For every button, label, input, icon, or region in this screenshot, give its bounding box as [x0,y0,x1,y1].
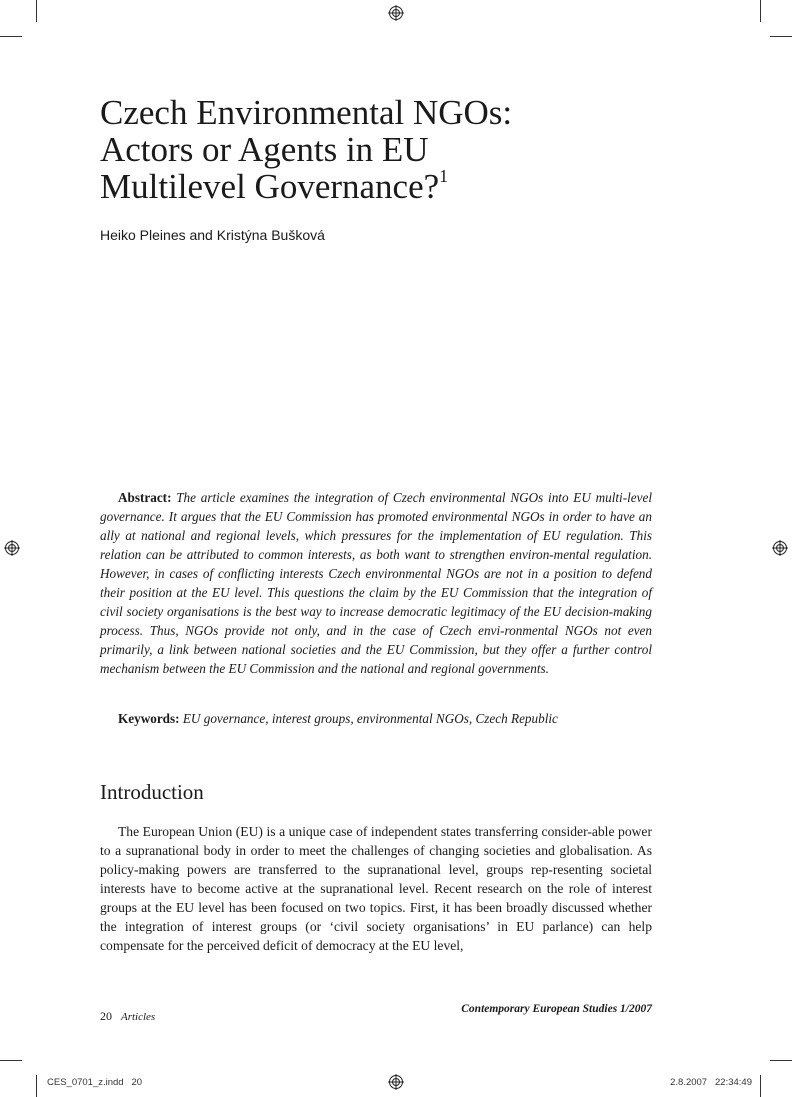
crop-mark [36,1075,37,1097]
section-heading: Introduction [100,780,204,804]
keywords [100,709,652,728]
title-line: Multilevel Governance? [100,167,440,206]
registration-mark-icon [388,1074,404,1090]
title-line: Actors or Agents in EU [100,130,429,169]
slug-timestamp: 2.8.2007 22:34:49 [670,1077,752,1088]
page-footer-left [100,1009,155,1024]
crop-mark [0,36,22,37]
keywords-label: Keywords: [118,711,180,726]
abstract-text: The article examines the integration of Czech environmental NGOs into EU multi-level governance. It argues that the EU Commission has promoted environmental NGOs in order to have an ally at national and regional levels, which pressures for the implementation of EU regulation. This relation can be attributed to common interests, as both want to strengthen environ-mental regulation. However, in cases of conflicting interests Czech environmental NGOs are not in a position to defend their position at the EU level. This questions the claim by the EU Commission that the integration of civil society organisations is the best way to increase democratic legitimacy of the EU decision-making process. Thus, NGOs provide not only, and in the case of Czech envi-ronmental NGOs not even primarily, a link between national societies and the EU Commission, but they offer a further control mechanism between the EU Commission and the national and regional governments. [100,490,653,676]
crop-mark [770,1060,792,1061]
crop-mark [0,1060,22,1061]
page-number: 20 [100,1009,112,1023]
article-title [100,94,660,205]
title-line: Czech Environmental NGOs: [100,93,513,132]
registration-mark-icon [388,5,404,21]
abstract [100,488,652,678]
registration-mark-icon [4,540,20,556]
footnote-mark: 1 [439,166,449,186]
keywords-text: EU governance, interest groups, environmental NGOs, Czech Republic [182,711,558,726]
journal-name: Contemporary European Studies 1/2007 [461,1003,652,1015]
abstract-label: Abstract: [118,490,172,505]
section-name: Articles [121,1011,156,1023]
crop-mark [36,0,37,22]
author-list: Heiko Pleines and Kristýna Bušková [100,227,325,243]
crop-mark [770,36,792,37]
registration-mark-icon [772,540,788,556]
crop-mark [760,1075,761,1097]
body-paragraph: The European Union (EU) is a unique case of independent states transferring consider-able power to a supranational body in order to meet the challenges of changing societies and globalisation. As policy-making powers are transferred to the supranational level, groups rep-resenting societal interests have to become active at the supranational level. Recent research on the role of interest groups at the EU level has been focused on two topics. First, it has been broadly discussed whether the integration of interest groups (or ‘civil society organisations’ in EU parlance) can help compensate for the perceived deficit of democracy at the EU level, [100,824,652,953]
slug-filename: CES_0701_z.indd 20 [47,1077,143,1088]
crop-mark [760,0,761,22]
